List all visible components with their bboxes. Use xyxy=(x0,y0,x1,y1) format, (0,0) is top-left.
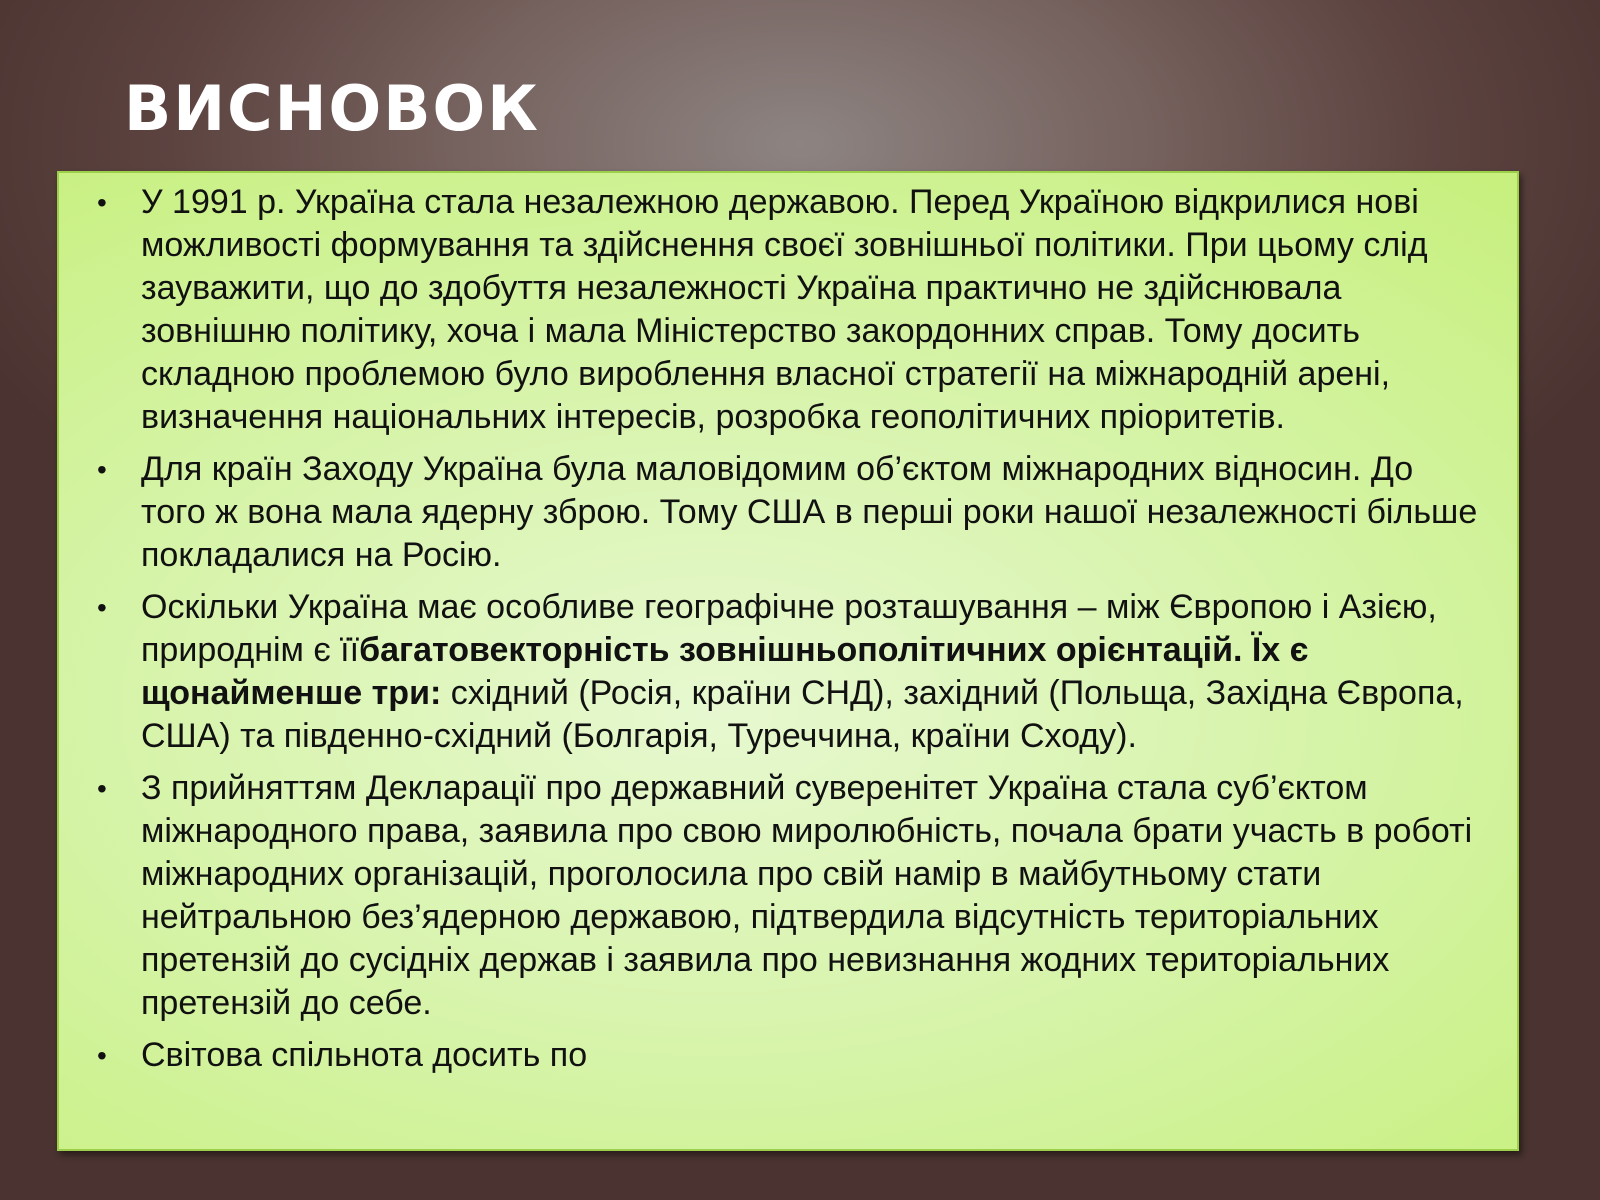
bullet-item-world-community xyxy=(79,1034,1483,1077)
bullet-icon: • xyxy=(97,187,107,218)
bullet-item-geography xyxy=(79,586,1483,758)
bullet-icon: • xyxy=(97,454,107,485)
bullet-item-independence xyxy=(79,181,1483,439)
bullet-item-west xyxy=(79,448,1483,577)
bullet-text-bold: багатовекторність зовнішньополітичних орієнтацій. Їх є щонайменше три: xyxy=(141,631,1309,712)
bullet-item-declaration xyxy=(79,767,1483,1025)
bullet-text-part2: східний (Росія, країни СНД), західний (Польща, Західна Європа, США) та південно-східний (Болгарія, Туреччина, країни Сходу). xyxy=(141,674,1464,755)
bullet-text: У 1991 р. Україна стала незалежною державою. Перед Україною відкрилися нові можливості формування та здійснення своєї зовнішньої політики. При цьому слід зауважити, що до здобуття незалежності Україна практично не здійснювала зовнішню політику, хоча і мала Міністерство закордонних справ. Тому досить складною проблемою було вироблення власної стратегії на міжнародній арені, визначення національних інтересів, розробка геополітичних пріоритетів. xyxy=(141,183,1428,436)
bullet-text-part1: Оскільки Україна має особливе географічне розташування – між Європою і Азією, природнім є її xyxy=(141,588,1437,669)
bullet-text: Світова спільнота досить по xyxy=(141,1036,588,1074)
bullet-icon: • xyxy=(97,1040,107,1071)
slide-title: ВИСНОВОК xyxy=(124,72,540,145)
bullet-text: Для країн Заходу Україна була маловідомим об’єктом міжнародних відносин. До того ж вона мала ядерну зброю. Тому США в перші роки нашої незалежності більше покладалися на Росію. xyxy=(141,450,1478,574)
content-box xyxy=(57,171,1519,1151)
bullet-list xyxy=(79,181,1483,1077)
bullet-text: З прийняттям Декларації про державний суверенітет Україна стала суб’єктом міжнародного права, заявила про свою миролюбність, почала брати участь в роботі міжнародних організацій, проголосила про свій намір в майбутньому стати нейтральною без’ядерною державою, підтвердила відсутність територіальних претензій до сусідніх держав і заявила про невизнання жодних територіальних претензій до себе. xyxy=(141,769,1473,1022)
bullet-icon: • xyxy=(97,773,107,804)
bullet-icon: • xyxy=(97,592,107,623)
